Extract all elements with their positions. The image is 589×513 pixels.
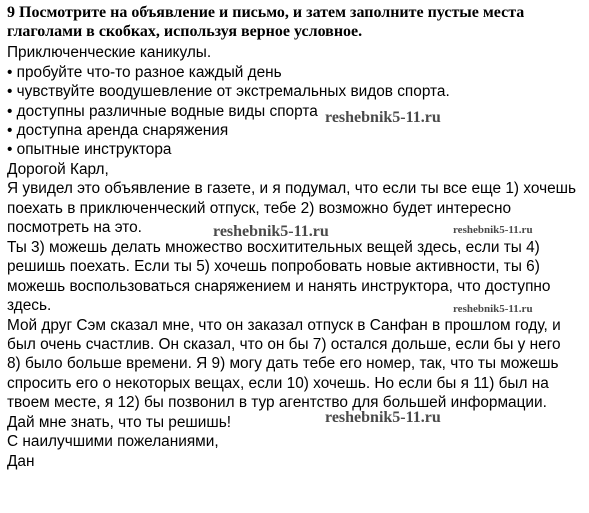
- letter-line: 8) было больше времени. Я 9) могу дать тебе его номер, так, что ты можешь: [7, 355, 559, 372]
- ad-item: • чувствуйте воодушевление от экстремальных видов спорта.: [7, 83, 450, 100]
- watermark: reshebnik5-11.ru: [453, 303, 533, 315]
- letter-line: Дай мне знать, что ты решишь!: [7, 414, 231, 431]
- ad-item: • опытные инструктора: [7, 141, 172, 158]
- letter-line: был очень счастлив. Он сказал, что он бы 7) остался дольше, если бы у него: [7, 336, 561, 353]
- letter-line: Ты 3) можешь делать множество восхитительных вещей здесь, если ты 4): [7, 239, 540, 256]
- letter-line: С наилучшими пожеланиями,: [7, 433, 219, 450]
- letter-line: можешь воспользоваться снаряжением и нанять инструктора, что доступно: [7, 278, 551, 295]
- letter-line: поехать в приключенческий отпуск, тебе 2) возможно будет интересно: [7, 200, 512, 217]
- letter-line: Дорогой Карл,: [7, 161, 109, 178]
- letter-line: спросить его о некоторых вещах, если 10) хочешь. Но если бы я 11) был на: [7, 375, 549, 392]
- task-heading-line-2: глаголами в скобках, используя верное условное.: [7, 23, 363, 40]
- letter-line: твоем месте, я 12) бы позвонил в тур агентство для большей информации.: [7, 394, 547, 411]
- letter-line: решишь поехать. Если ты 5) хочешь попробовать новые активности, ты 6): [7, 258, 540, 275]
- watermark: reshebnik5-11.ru: [213, 223, 329, 240]
- ad-item: • доступна аренда снаряжения: [7, 122, 229, 139]
- letter-line: Мой друг Сэм сказал мне, что он заказал отпуск в Санфан в прошлом году, и: [7, 317, 561, 334]
- watermark: reshebnik5-11.ru: [453, 224, 533, 236]
- ad-item: • пробуйте что-то разное каждый день: [7, 64, 282, 81]
- letter-line: здесь.: [7, 297, 52, 314]
- task-heading-line-1: 9 Посмотрите на объявление и письмо, и затем заполните пустые места: [7, 4, 525, 21]
- ad-item: • доступны различные водные виды спорта: [7, 103, 318, 120]
- letter-line: посмотреть на это.: [7, 219, 142, 236]
- watermark: reshebnik5-11.ru: [325, 109, 441, 126]
- ad-title: Приключенческие каникулы.: [7, 44, 212, 61]
- letter-line: Я увидел это объявление в газете, и я подумал, что если ты все еще 1) хочешь: [7, 180, 577, 197]
- letter-line: Дан: [7, 453, 35, 470]
- watermark: reshebnik5-11.ru: [325, 409, 441, 426]
